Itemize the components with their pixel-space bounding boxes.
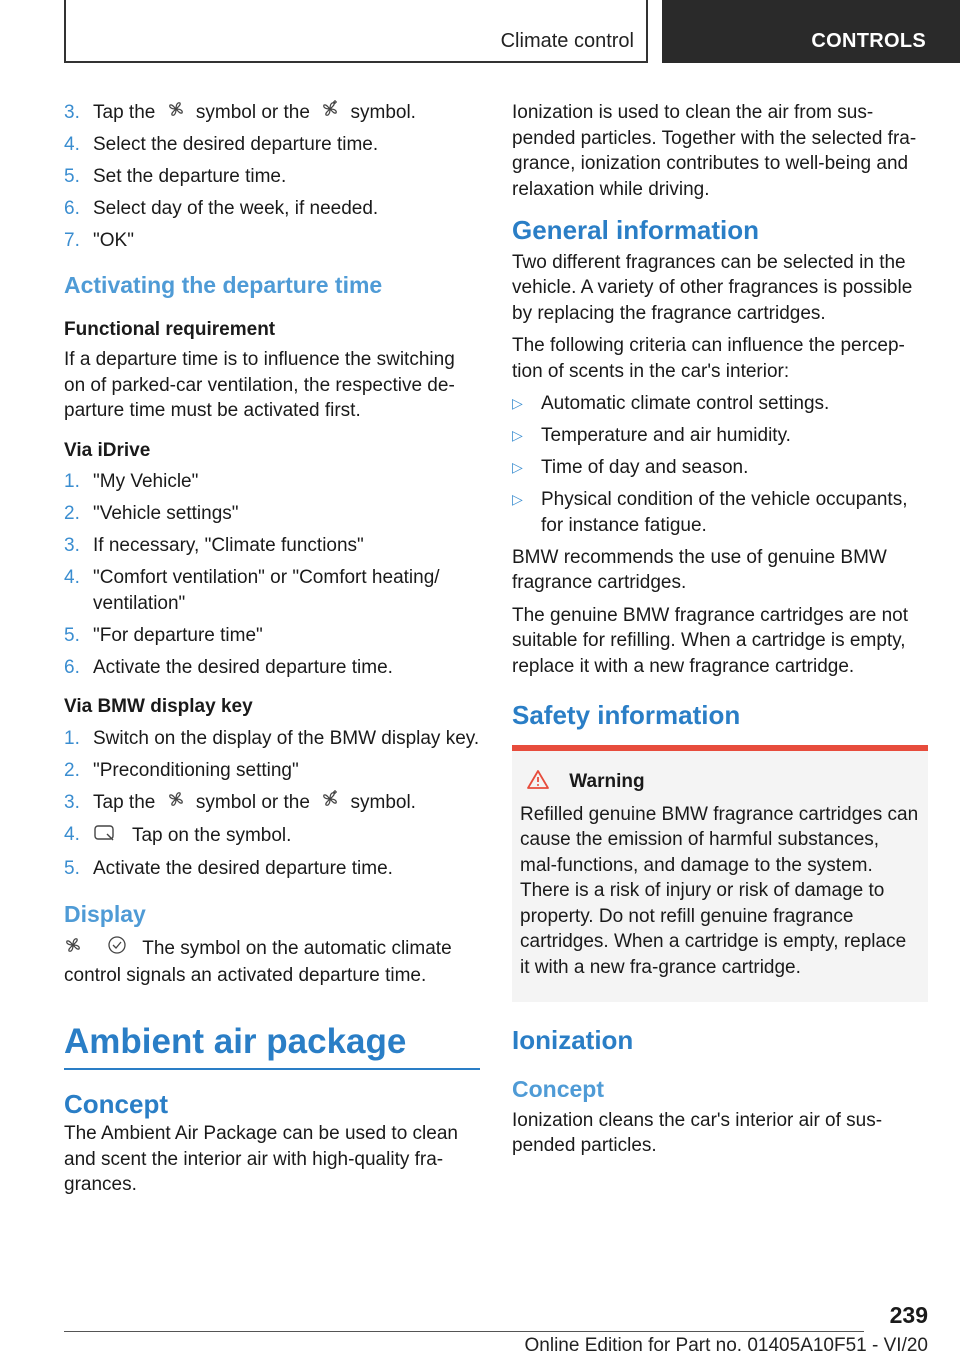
header-chapter-title: CONTROLS [811,30,926,52]
concept-heading: Concept [64,1088,168,1119]
list-item: ▷ Temperature and air humidity. [512,423,928,449]
list-item: ▷ Automatic climate control settings. [512,391,928,417]
list-item: 5. Activate the desired departure time. [64,857,393,879]
ambient-heading: Ambient air package [64,1022,407,1062]
fan-icon [167,100,185,126]
ion-concept-heading: Concept [512,1075,604,1102]
genuine-text: The genuine BMW fragrance cartridges are not suitable for refilling. When a cartridge is empty, replace it with a new fragrance cartridge. [512,604,909,677]
right-column [512,100,928,1159]
list-item: 5. "For departure time" [64,624,263,646]
via-idrive-heading: Via iDrive [64,439,151,461]
fan-icon [167,790,185,816]
display-heading: Display [64,901,146,928]
ionization-heading: Ionization [512,1025,634,1055]
bullet-triangle-icon: ▷ [512,395,523,411]
bullet-triangle-icon: ▷ [512,491,523,507]
left-column [64,100,480,1198]
general-text: Two different fragrances can be selected in the vehicle. A variety of other fragrances is possible by replacing the fragrance cartridges. [512,251,913,324]
list-item: 1. Switch on the display of the BMW display key. [64,727,480,749]
warning-box [512,745,928,1003]
activating-heading: Activating the departure time [64,271,383,298]
func-req-heading: Functional requirement [64,318,276,340]
list-item: ▷ Time of day and season. [512,455,928,481]
header-section-title: Climate control [500,30,634,52]
criteria-list [512,391,928,538]
list-item: 5. Set the departure time. [64,166,287,188]
steps-top [64,100,480,254]
via-idrive-steps [64,469,480,680]
fan-auto-icon [321,790,339,816]
list-item: 2. "Vehicle settings" [64,503,239,525]
warning-label: Warning [569,770,645,792]
recommend-text: BMW recommends the use of genuine BMW fragrance cartridges. [512,546,887,593]
ion-concept-text: Ionization cleans the car's interior air of sus-pended particles. [512,1109,883,1156]
list-item: 6. Select day of the week, if needed. [64,198,379,220]
concept-text: The Ambient Air Package can be used to clean and scent the interior air with high-quality fra-grances. [64,1123,458,1196]
page-number: 239 [889,1302,928,1328]
list-item: 4. Select the desired departure time. [64,134,379,156]
bullet-triangle-icon: ▷ [512,459,523,475]
fan-icon [64,936,82,962]
warning-triangle-icon [526,769,550,796]
warning-text: Refilled genuine BMW fragrance cartridges can cause the emission of harmful substances, mal-functions, and damage to the system. There is a risk of injury or risk of damage to property. Do not refill genuine fragrance cartridges. When a cartridge is empty, replace it with a new fra-grance cartridge. [520,803,919,978]
intro-text: Ionization is used to clean the air from sus-pended particles. Together with the selected fra-grance, ionization contributes to well-being and relaxation while driving. [512,102,917,200]
list-item: 4. "Comfort ventilation" or "Comfort heating/ ventilation" [64,567,440,614]
list-item: ▷ Physical condition of the vehicle occupants, for instance fatigue. [512,489,908,536]
general-heading: General information [512,215,760,245]
display-text: The symbol on the automatic climate control signals an activated departure time. [64,935,480,988]
edition-text: Online Edition for Part no. 01405A10F51 - VI/20 [524,1335,928,1356]
func-req-text: If a departure time is to influence the switching on of parked-car ventilation, the respective de-parture time must be activated first. [64,349,455,422]
clock-icon [107,935,127,963]
list-item: 3. Tap the symbol or the symbol. [64,790,480,816]
via-key-steps [64,726,480,882]
safety-heading: Safety information [512,700,741,730]
list-item: 4. Tap on the symbol. [64,822,480,850]
list-item: 7. "OK" [64,230,134,252]
key-display-icon [93,822,117,850]
footer-rule [64,1331,864,1332]
list-item: 6. Activate the desired departure time. [64,656,393,678]
list-item: 3. If necessary, "Climate functions" [64,535,364,557]
list-item: 1. "My Vehicle" [64,471,199,493]
criteria-text: The following criteria can influence the percep-tion of scents in the car's interior: [512,335,905,382]
bullet-triangle-icon: ▷ [512,427,523,443]
via-key-heading: Via BMW display key [64,696,253,718]
ambient-rule [64,1068,480,1070]
warning-header [520,769,920,796]
fan-auto-icon [321,100,339,126]
list-item: 3. Tap the symbol or the symbol. [64,100,480,126]
list-item: 2. "Preconditioning setting" [64,759,299,781]
